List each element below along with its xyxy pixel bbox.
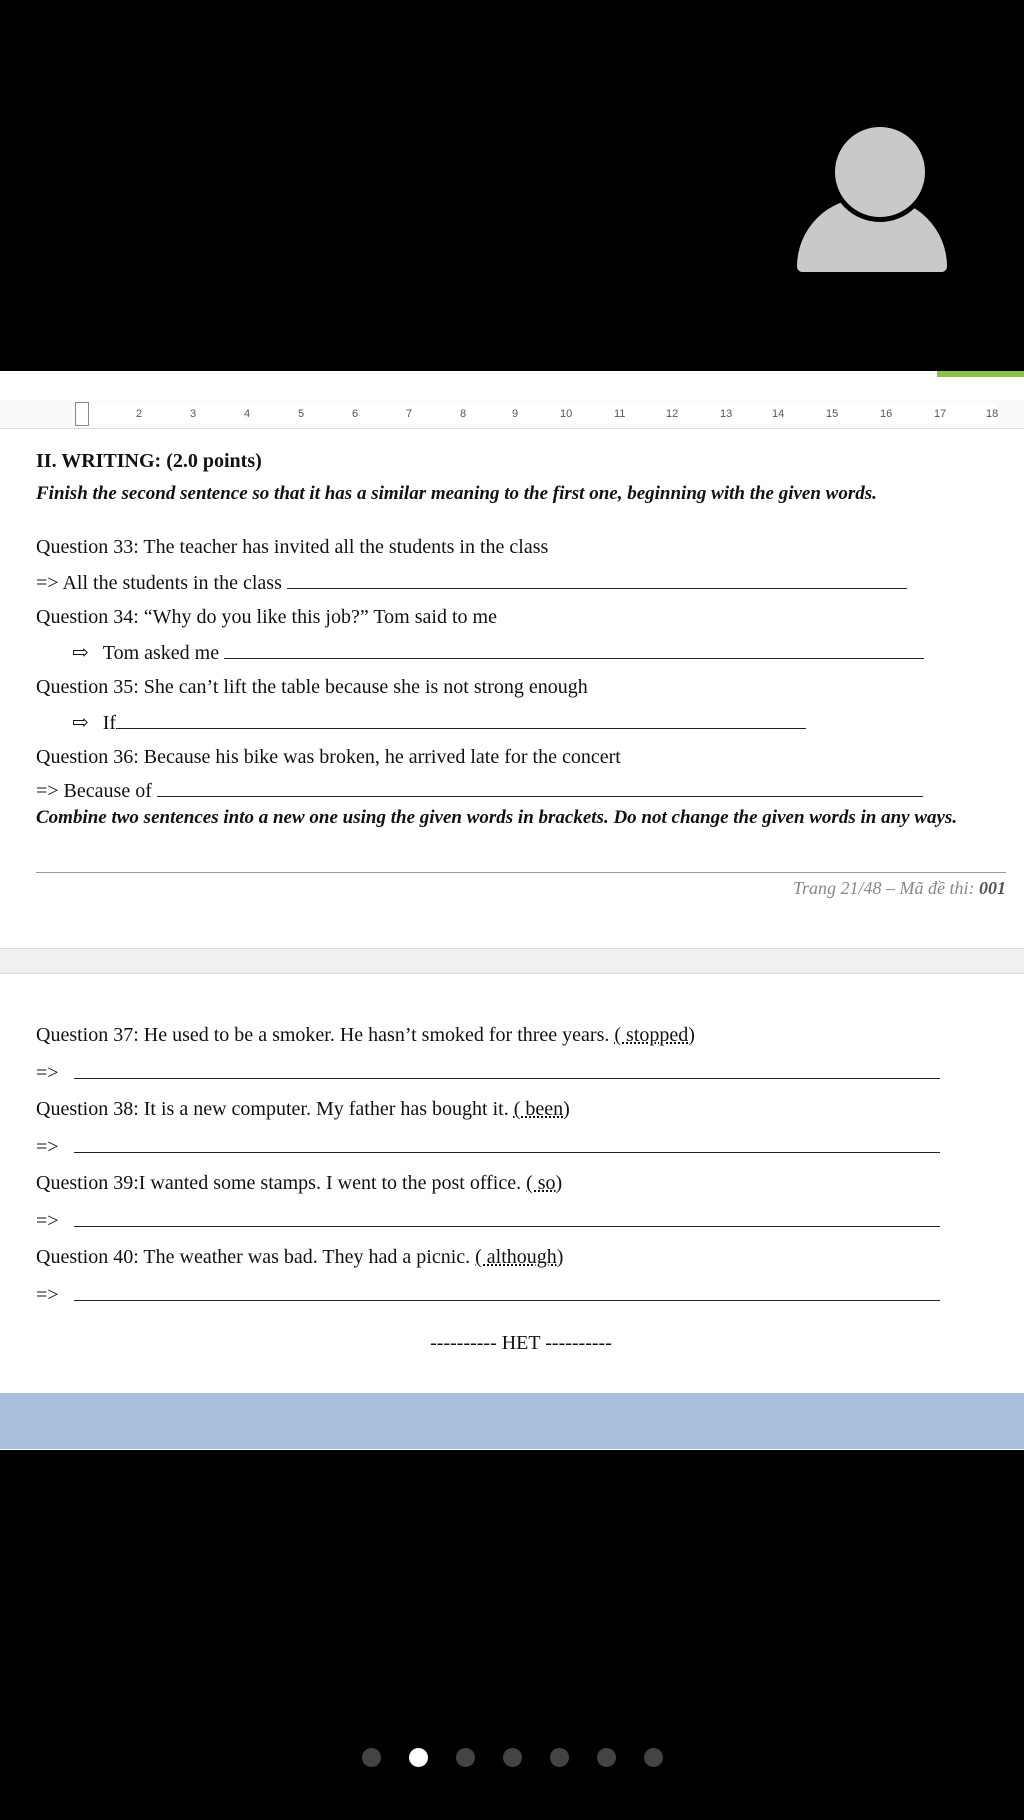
answer-39-blank[interactable] bbox=[74, 1210, 940, 1227]
answer-35-prefix: If bbox=[102, 712, 117, 734]
answer-37[interactable] bbox=[36, 1062, 940, 1085]
section-heading: II. WRITING: (2.0 points) bbox=[36, 450, 262, 472]
ruler-tick: 9 bbox=[512, 408, 519, 420]
footer-page-label: Trang 21/48 – Mã đề thi: bbox=[792, 878, 975, 898]
question-39-hint: ( so) bbox=[526, 1172, 563, 1194]
ruler-tick: 3 bbox=[190, 408, 197, 420]
carousel-dot-active[interactable] bbox=[409, 1748, 428, 1767]
ruler-tick: 12 bbox=[666, 408, 679, 420]
footer-exam-code: 001 bbox=[979, 878, 1006, 898]
question-37 bbox=[36, 1024, 695, 1047]
carousel-dot[interactable] bbox=[597, 1748, 616, 1767]
answer-34-blank[interactable] bbox=[224, 642, 924, 659]
indent-marker[interactable] bbox=[75, 402, 89, 426]
ruler-tick: 13 bbox=[720, 408, 733, 420]
ruler-tick: 7 bbox=[406, 408, 413, 420]
question-37-hint: ( stopped) bbox=[614, 1024, 695, 1046]
ruler-tick: 5 bbox=[298, 408, 305, 420]
answer-40-blank[interactable] bbox=[74, 1284, 940, 1301]
carousel-pagination bbox=[0, 1748, 1024, 1772]
question-39 bbox=[36, 1172, 562, 1195]
question-40 bbox=[36, 1246, 563, 1269]
question-33: Question 33: The teacher has invited all the students in the class bbox=[36, 536, 549, 558]
ruler-tick: 8 bbox=[460, 408, 467, 420]
answer-35[interactable] bbox=[36, 710, 806, 735]
answer-33[interactable] bbox=[36, 572, 907, 595]
answer-arrow: => bbox=[36, 1284, 59, 1306]
horizontal-ruler bbox=[0, 400, 1024, 429]
ruler-tick: 17 bbox=[934, 408, 947, 420]
ruler-tick: 10 bbox=[560, 408, 573, 420]
answer-34-prefix: Tom asked me bbox=[102, 642, 220, 664]
answer-34[interactable] bbox=[36, 640, 924, 665]
ruler-tick: 11 bbox=[614, 408, 626, 420]
footer-divider bbox=[36, 872, 1006, 873]
arrow-icon: ⇨ bbox=[72, 712, 89, 734]
question-34: Question 34: “Why do you like this job?” Tom said to me bbox=[36, 606, 497, 628]
carousel-dot[interactable] bbox=[644, 1748, 663, 1767]
question-37-text: Question 37: He used to be a smoker. He hasn’t smoked for three years. bbox=[36, 1024, 610, 1046]
ruler-tick: 16 bbox=[880, 408, 893, 420]
question-39-text: Question 39:I wanted some stamps. I went to the post office. bbox=[36, 1172, 522, 1194]
arrow-icon: ⇨ bbox=[72, 642, 89, 664]
answer-36-blank[interactable] bbox=[157, 780, 923, 797]
ruler-tick: 15 bbox=[826, 408, 839, 420]
answer-arrow: => bbox=[36, 1210, 59, 1232]
page-footer bbox=[793, 878, 1006, 899]
answer-39[interactable] bbox=[36, 1210, 940, 1233]
ruler-tick: 2 bbox=[136, 408, 143, 420]
end-marker: ---------- HET ---------- bbox=[430, 1332, 612, 1354]
question-38 bbox=[36, 1098, 570, 1121]
instruction-rewrite: Finish the second sentence so that it has a similar meaning to the first one, beginning with the given words. bbox=[36, 483, 877, 504]
carousel-dot[interactable] bbox=[550, 1748, 569, 1767]
answer-37-blank[interactable] bbox=[74, 1062, 940, 1079]
answer-38[interactable] bbox=[36, 1136, 940, 1159]
answer-40[interactable] bbox=[36, 1284, 940, 1307]
progress-indicator bbox=[937, 371, 1024, 377]
answer-arrow: => bbox=[36, 1136, 59, 1158]
answer-33-prefix: => All the students in the class bbox=[36, 572, 282, 594]
carousel-dot[interactable] bbox=[456, 1748, 475, 1767]
answer-35-blank[interactable] bbox=[116, 712, 806, 729]
answer-arrow: => bbox=[36, 1062, 59, 1084]
question-40-text: Question 40: The weather was bad. They had a picnic. bbox=[36, 1246, 471, 1268]
carousel-dot[interactable] bbox=[503, 1748, 522, 1767]
answer-36[interactable] bbox=[36, 780, 923, 803]
answer-33-blank[interactable] bbox=[287, 572, 907, 589]
ruler-tick: 6 bbox=[352, 408, 359, 420]
page-break bbox=[0, 948, 1024, 974]
ruler-tick: 4 bbox=[244, 408, 251, 420]
answer-38-blank[interactable] bbox=[74, 1136, 940, 1153]
question-40-hint: ( although) bbox=[475, 1246, 564, 1268]
instruction-combine: Combine two sentences into a new one using the given words in brackets. Do not change the given words in any ways. bbox=[36, 807, 958, 828]
carousel-dot[interactable] bbox=[362, 1748, 381, 1767]
question-36: Question 36: Because his bike was broken, he arrived late for the concert bbox=[36, 746, 621, 768]
ruler-tick: 18 bbox=[986, 408, 999, 420]
question-38-hint: ( been) bbox=[513, 1098, 570, 1120]
question-35: Question 35: She can’t lift the table because she is not strong enough bbox=[36, 676, 588, 698]
ruler-track bbox=[80, 404, 999, 424]
avatar-head-shape bbox=[830, 122, 930, 222]
participant-avatar bbox=[792, 118, 952, 268]
ruler-tick: 14 bbox=[772, 408, 785, 420]
answer-36-prefix: => Because of bbox=[36, 780, 152, 802]
question-38-text: Question 38: It is a new computer. My father has bought it. bbox=[36, 1098, 509, 1120]
document-bottom-bar bbox=[0, 1393, 1024, 1449]
